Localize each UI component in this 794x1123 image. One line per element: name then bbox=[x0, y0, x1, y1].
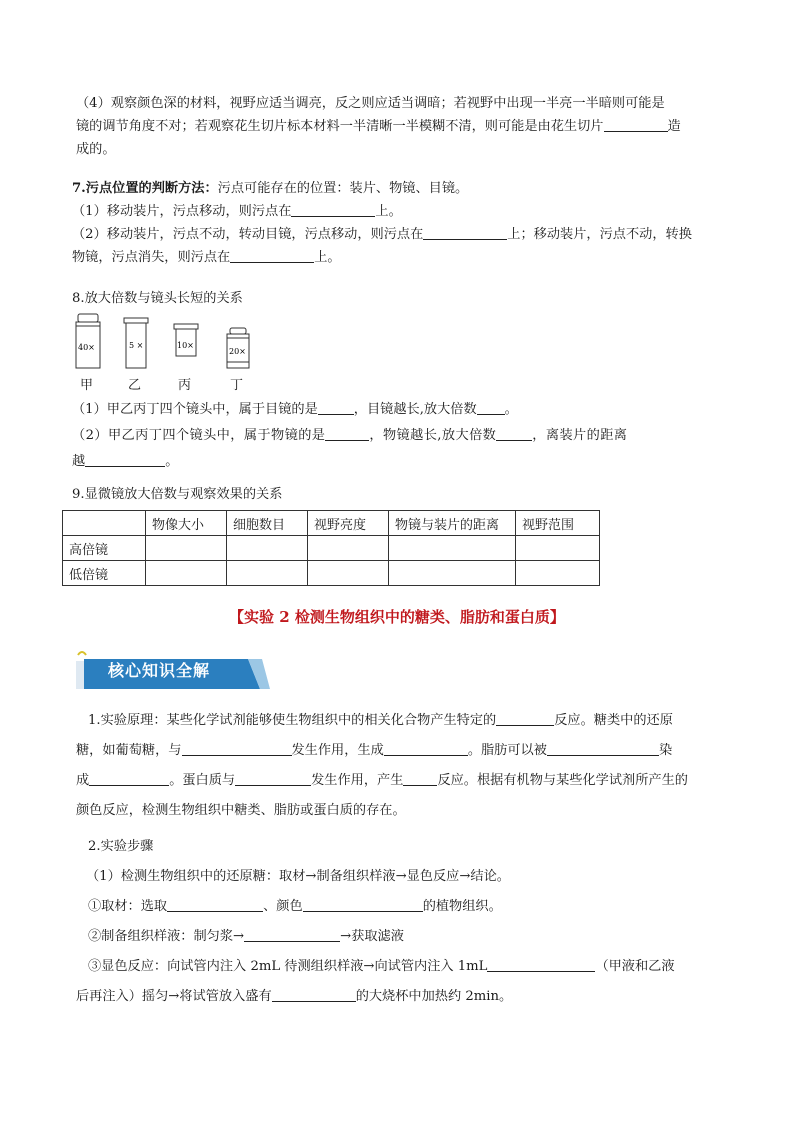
blank[interactable] bbox=[244, 927, 340, 942]
section-7: 7.污点位置的判断方法：污点可能存在的位置：装片、物镜、目镜。 （1）移动装片，污点移动，则污点在 上。 （2）移动装片，污点不动，转动目镜，污点移动，则污点在 上；移动装片，污点不动，转换 物镜，污点消失，则污点在 上。 bbox=[72, 181, 692, 265]
blank[interactable] bbox=[325, 426, 369, 441]
table-row: 低倍镜 bbox=[63, 561, 600, 586]
lens-jia bbox=[76, 314, 100, 368]
lens-mark: 20× bbox=[229, 347, 246, 356]
table-row: 高倍镜 bbox=[63, 536, 600, 561]
core-knowledge-banner: 核心知识全解 bbox=[108, 661, 211, 680]
blank[interactable] bbox=[403, 771, 437, 786]
blank[interactable] bbox=[291, 202, 375, 217]
principle-paragraph: 1.实验原理：某些化学试剂能够使生物组织中的相关化合物产生特定的 反应。糖类中的还原 糖，如葡萄糖，与 发生作用，生成 。脂肪可以被 染 成 。蛋白质与 发生作用，产生 反应。根据有机物与某些化学试剂所产生的 颜色反应，检测生物组织中糖类、脂肪或蛋白质的存在。 bbox=[76, 713, 688, 818]
lens-mark: 40× bbox=[78, 343, 95, 352]
lens-figure bbox=[72, 312, 272, 392]
blank[interactable] bbox=[487, 957, 595, 972]
section-7-title: 7.污点位置的判断方法： bbox=[72, 181, 218, 196]
section-8-questions: （1）甲乙丙丁四个镜头中，属于目镜的是 ，目镜越长,放大倍数 。 （2）甲乙丙丁四个镜头中，属于物镜的是 ，物镜越长,放大倍数 ，离装片的距离 越 。 bbox=[72, 402, 628, 469]
lens-label: 丙 bbox=[178, 378, 192, 393]
blank[interactable] bbox=[384, 741, 468, 756]
blank[interactable] bbox=[167, 897, 263, 912]
blank[interactable] bbox=[496, 426, 532, 441]
magnification-table bbox=[62, 510, 600, 586]
blank[interactable] bbox=[85, 452, 165, 467]
table-row: 物像大小 细胞数目 视野亮度 物镜与装片的距离 视野范围 bbox=[63, 511, 600, 536]
blank[interactable] bbox=[89, 771, 169, 786]
lens-bing bbox=[174, 324, 198, 356]
lens-mark: 5 × bbox=[129, 341, 144, 350]
lens-label: 甲 bbox=[80, 378, 94, 393]
blank[interactable] bbox=[477, 400, 505, 415]
lens-label: 丁 bbox=[230, 378, 244, 393]
blank[interactable] bbox=[272, 987, 356, 1002]
blank[interactable] bbox=[230, 248, 314, 263]
blank[interactable] bbox=[423, 225, 507, 240]
blank[interactable] bbox=[547, 741, 659, 756]
section-9-title: 9.显微镜放大倍数与观察效果的关系 bbox=[72, 487, 283, 502]
blank[interactable] bbox=[318, 400, 354, 415]
blank[interactable] bbox=[303, 897, 423, 912]
section-8-title: 8.放大倍数与镜头长短的关系 bbox=[72, 291, 243, 306]
lens-label: 乙 bbox=[128, 378, 142, 393]
lens-svg bbox=[72, 312, 272, 372]
experiment-2-title: 【实验 2 检测生物组织中的糖类、脂肪和蛋白质】 bbox=[229, 608, 565, 626]
blank[interactable] bbox=[496, 711, 554, 726]
steps-paragraph: 2.实验步骤 （1）检测生物组织中的还原糖：取材→制备组织样液→显色反应→结论。 ①取材：选取 、颜色 的植物组织。 ②制备组织样液：制匀浆→ →获取滤液 ③显色反应：向试管内注入 2mL 待测组织样液→向试管内注入 1mL （甲液和乙液 后再注入）摇匀→将试管放入盛有 的大烧杯中加热约 2min。 bbox=[76, 839, 675, 1004]
blank[interactable] bbox=[182, 741, 292, 756]
lens-mark: 10× bbox=[177, 341, 194, 350]
blank[interactable] bbox=[235, 771, 311, 786]
blank[interactable] bbox=[604, 117, 668, 132]
para-4: （4）观察颜色深的材料，视野应适当调亮，反之则应适当调暗；若视野中出现一半亮一半暗则可能是 镜的调节角度不对；若观察花生切片标本材料一半清晰一半模糊不清，则可能是由花生切片 造 成的。 bbox=[76, 96, 681, 157]
